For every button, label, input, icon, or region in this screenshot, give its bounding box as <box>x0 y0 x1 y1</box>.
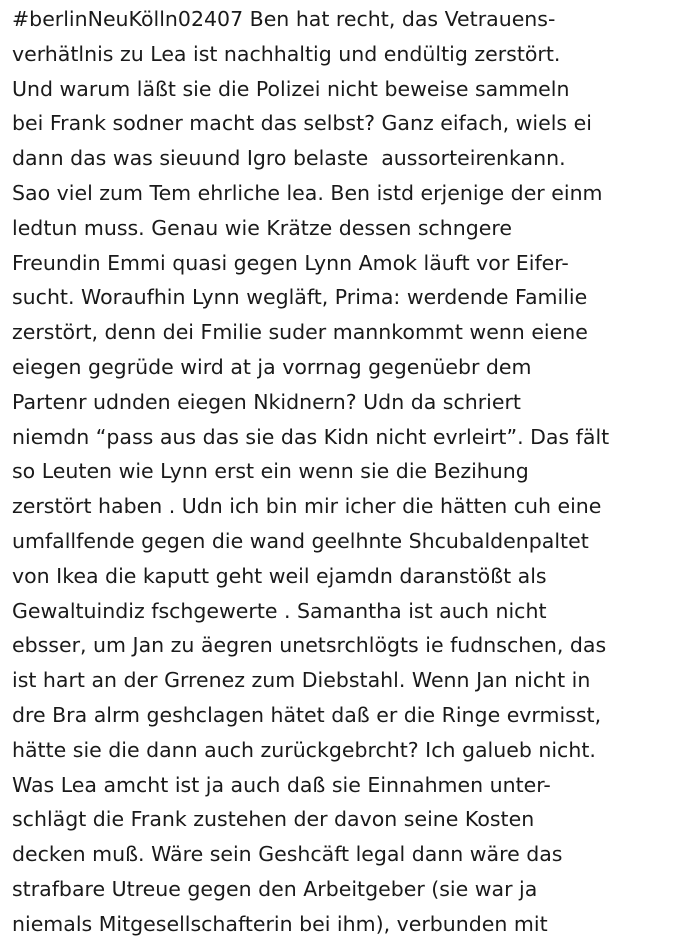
text-line-9: sucht. Woraufhin Lynn wegläft, Prima: werdende Familie <box>12 285 588 310</box>
text-line-2: verhätlnis zu Lea ist nachhaltig und endültig zerstört. <box>12 41 561 66</box>
text-line-23: Was Lea amcht ist ja auch daß sie Einnahmen unter- <box>12 772 551 797</box>
text-line-10: zerstört, denn dei Fmilie suder mannkommt wenn eiene <box>12 320 588 345</box>
text-line-7: ledtun muss. Genau wie Krätze dessen schngere <box>12 215 512 240</box>
text-line-21: dre Bra alrm geshclagen hätet daß er die Ringe evrmisst, <box>12 702 602 727</box>
text-line-26: strafbare Utreue gegen den Arbeitgeber (sie war ja <box>12 876 538 901</box>
text-line-25: decken muß. Wäre sein Geshcäft legal dann wäre das <box>12 842 563 867</box>
text-line-5: dann das was sieuund Igro belaste aussorteirenkann. <box>12 146 566 171</box>
text-line-18: Gewaltuindiz fschgewerte . Samantha ist auch nicht <box>12 598 547 623</box>
text-line-13: niemdn “pass aus das sie das Kidn nicht evrleirt”. Das fält <box>12 424 610 449</box>
text-line-14: so Leuten wie Lynn erst ein wenn sie die Bezihung <box>12 459 529 484</box>
text-line-27: niemals Mitgesellschafterin bei ihm), verbunden mit <box>12 911 548 936</box>
text-line-20: ist hart an der Grrenez zum Diebstahl. Wenn Jan nicht in <box>12 668 591 693</box>
text-line-22: hätte sie die dann auch zurückgebrcht? Ich galueb nicht. <box>12 737 596 762</box>
text-line-15: zerstört haben . Udn ich bin mir icher die hätten cuh eine <box>12 494 602 519</box>
text-line-11: eiegen gegrüde wird at ja vorrnag gegenüebr dem <box>12 354 532 379</box>
document-text <box>12 2 680 942</box>
text-line-3: Und warum läßt sie die Polizei nicht beweise sammeln <box>12 76 570 101</box>
text-line-8: Freundin Emmi quasi gegen Lynn Amok läuft vor Eifer- <box>12 250 569 275</box>
text-line-1: #berlinNeuKölln02407 Ben hat recht, das Vetrauens- <box>12 7 556 31</box>
text-line-12: Partenr udnden eiegen Nkidnern? Udn da schriert <box>12 389 521 414</box>
text-line-17: von Ikea die kaputt geht weil ejamdn daranstößt als <box>12 563 547 588</box>
text-line-16: umfallfende gegen die wand geelhnte Shcubaldenpaltet <box>12 528 589 553</box>
text-line-4: bei Frank sodner macht das selbst? Ganz eifach, wiels ei <box>12 111 592 136</box>
text-line-19: ebsser, um Jan zu äegren unetsrchlögts ie fudnschen, das <box>12 633 607 658</box>
text-line-24: schlägt die Frank zustehen der davon seine Kosten <box>12 807 535 832</box>
text-line-6: Sao viel zum Tem ehrliche lea. Ben istd erjenige der einm <box>12 180 603 205</box>
